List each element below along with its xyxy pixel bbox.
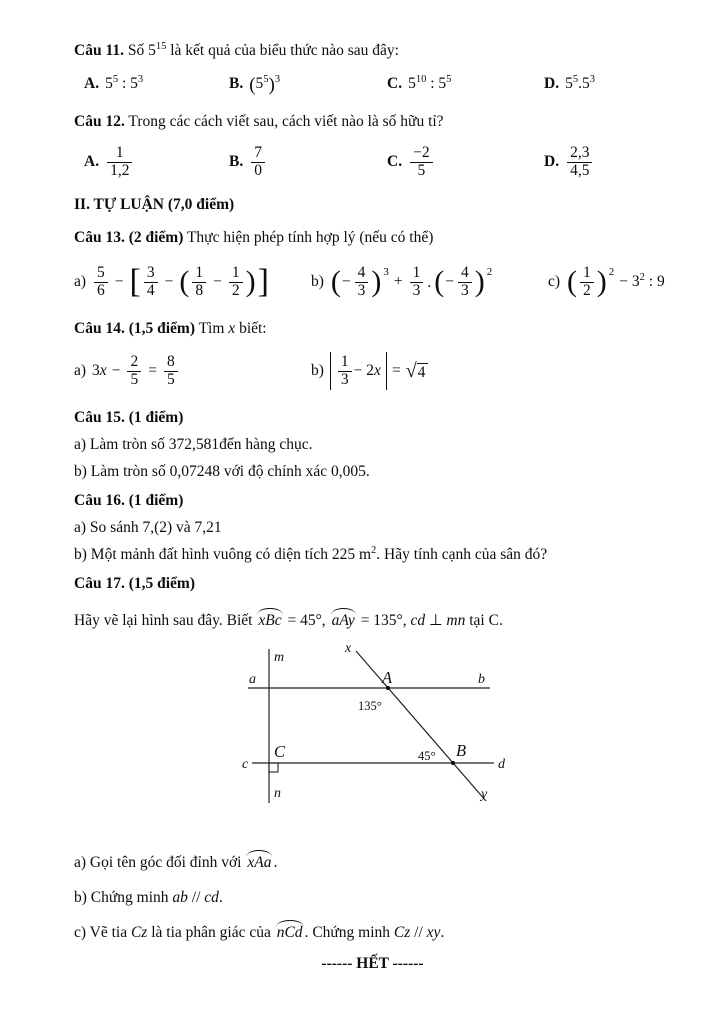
text-fragment: b) Một mảnh đất hình vuông có diện tích 225 m bbox=[74, 546, 372, 563]
fraction bbox=[338, 354, 352, 388]
text-fragment: .5 bbox=[578, 75, 590, 92]
paren: ( bbox=[330, 264, 341, 298]
fraction bbox=[567, 145, 592, 179]
denominator: 5 bbox=[410, 162, 433, 180]
q12-option-a bbox=[84, 145, 229, 179]
fraction bbox=[251, 145, 265, 179]
q17-sub-c bbox=[74, 918, 671, 947]
operator: − bbox=[213, 273, 222, 290]
fraction bbox=[127, 354, 141, 388]
exponent: 3 bbox=[589, 73, 595, 85]
option-math bbox=[249, 73, 281, 96]
q12-label: Câu 12. bbox=[74, 113, 125, 130]
text-fragment: Trong các cách viết sau, cách viết nào là số hữu tỉ? bbox=[124, 113, 444, 130]
ray-Cz: Cz bbox=[130, 924, 148, 941]
exponent: 15 bbox=[155, 40, 167, 52]
operator: − bbox=[114, 273, 124, 290]
line-mn: mn bbox=[446, 612, 466, 629]
math-tail bbox=[619, 273, 664, 291]
angle-aAy: aAy bbox=[331, 612, 355, 629]
item-label: c) bbox=[548, 273, 561, 290]
fraction bbox=[580, 265, 594, 299]
q11-options bbox=[74, 71, 671, 97]
exponent: 3 bbox=[274, 73, 281, 85]
q13-item-b bbox=[311, 258, 548, 306]
fraction bbox=[144, 265, 158, 299]
q13-item-a bbox=[74, 258, 311, 306]
exponent: 5 bbox=[263, 73, 269, 85]
geometry-figure bbox=[242, 641, 554, 821]
numerator: 7 bbox=[254, 143, 262, 161]
term bbox=[92, 362, 107, 380]
denominator: 4 bbox=[144, 282, 158, 300]
text-fragment: tại C. bbox=[465, 612, 503, 629]
figure-lines bbox=[248, 649, 494, 803]
text-fragment: Tìm bbox=[194, 320, 229, 337]
variable-x: x bbox=[228, 320, 236, 337]
text-fragment: c) Vẽ tia bbox=[74, 924, 131, 941]
multiply-dot: . bbox=[427, 274, 432, 292]
text-fragment: b) Chứng minh bbox=[74, 889, 173, 906]
q15-item-a: a) Làm tròn số 372,581đến hàng chục. bbox=[74, 436, 313, 453]
angle-45-label: 45° bbox=[418, 749, 436, 763]
label-C: C bbox=[274, 742, 286, 761]
q12-options bbox=[74, 140, 671, 184]
line-cd: cd bbox=[410, 612, 426, 629]
paren: ( bbox=[179, 264, 190, 298]
text-fragment: 5 bbox=[105, 75, 113, 92]
q13-expressions bbox=[74, 258, 671, 306]
paren: ( bbox=[249, 74, 256, 96]
q16-item-b bbox=[74, 542, 671, 567]
numerator: 4 bbox=[461, 263, 469, 281]
bracket: [ bbox=[129, 262, 141, 300]
item-label: a) bbox=[74, 273, 87, 290]
numerator: 1 bbox=[412, 263, 421, 281]
math-expression bbox=[92, 354, 180, 388]
fraction bbox=[164, 354, 178, 388]
parallel-symbol: // bbox=[410, 924, 427, 941]
exponent: 10 bbox=[415, 73, 427, 85]
numerator: 4 bbox=[357, 263, 366, 281]
option-label: C. bbox=[387, 75, 403, 92]
text-fragment: . bbox=[440, 924, 445, 941]
paren: ) bbox=[245, 264, 256, 298]
fraction bbox=[94, 265, 108, 299]
text-fragment: Số 5 bbox=[123, 42, 156, 59]
exponent: 3 bbox=[137, 73, 144, 85]
numerator: 3 bbox=[146, 263, 155, 281]
operator: − bbox=[111, 362, 121, 379]
term bbox=[354, 362, 381, 380]
angle-xBc: xBc bbox=[258, 612, 282, 629]
text-fragment: − 2 bbox=[353, 362, 375, 379]
numerator: 1 bbox=[115, 143, 124, 161]
label-a: a bbox=[249, 672, 256, 687]
point-B-dot bbox=[451, 761, 455, 765]
text-fragment: là tia phân giác của bbox=[147, 924, 275, 941]
q13-item-c bbox=[548, 258, 671, 306]
end-marker: ------ HẾT ------ bbox=[321, 955, 424, 972]
math-expression bbox=[92, 262, 270, 300]
exponent: 2 bbox=[486, 265, 493, 278]
option-label: D. bbox=[544, 153, 560, 170]
denominator: 8 bbox=[192, 282, 206, 300]
label-x: x bbox=[345, 641, 352, 656]
denominator: 5 bbox=[127, 371, 141, 389]
operator: − bbox=[164, 273, 174, 290]
paren: ( bbox=[434, 264, 445, 298]
label-d: d bbox=[498, 757, 505, 772]
text-fragment: Thực hiện phép tính hợp lý (nếu có thể) bbox=[183, 229, 434, 246]
numerator: 1 bbox=[583, 263, 591, 281]
text-fragment: : 9 bbox=[644, 273, 665, 290]
q11-option-b bbox=[229, 73, 387, 96]
numerator: 2 bbox=[130, 352, 139, 370]
math-expression bbox=[330, 352, 429, 390]
label-n: n bbox=[274, 786, 281, 801]
q12-option-d bbox=[544, 145, 671, 179]
text-fragment: Hãy vẽ lại hình sau đây. Biết bbox=[74, 612, 257, 629]
fraction bbox=[410, 145, 433, 179]
option-math bbox=[408, 75, 451, 93]
parallel-symbol: // bbox=[187, 889, 205, 906]
variable-x: x bbox=[374, 362, 381, 379]
figure-container bbox=[242, 641, 554, 826]
numerator: 2,3 bbox=[570, 143, 590, 161]
text-fragment: . Hãy tính cạnh của sân đó? bbox=[376, 546, 548, 563]
text-fragment: . Chứng minh bbox=[304, 924, 394, 941]
exponent: 2 bbox=[608, 265, 615, 278]
item-label: b) bbox=[311, 362, 324, 379]
denominator: 3 bbox=[355, 282, 369, 300]
text-fragment: = 135°, bbox=[356, 612, 411, 629]
option-math bbox=[105, 75, 143, 93]
option-label: B. bbox=[229, 75, 244, 92]
label-A: A bbox=[382, 668, 393, 687]
numerator: 5 bbox=[97, 263, 105, 281]
paren: ) bbox=[596, 264, 607, 298]
exponent: 5 bbox=[446, 73, 452, 85]
denominator: 3 bbox=[338, 371, 352, 389]
q16-item-a: a) So sánh 7,(2) và 7,21 bbox=[74, 519, 222, 536]
q11-option-d bbox=[544, 75, 671, 93]
minus-sign: − bbox=[341, 273, 351, 290]
text-fragment: : 5 bbox=[426, 75, 447, 92]
ray-Cz: Cz bbox=[393, 924, 411, 941]
angle-135-label: 135° bbox=[358, 699, 382, 713]
text-fragment: − 3 bbox=[619, 273, 640, 290]
text-fragment: 5 bbox=[565, 75, 573, 92]
q11-question bbox=[74, 38, 671, 63]
text-fragment: a) Gọi tên góc đối đỉnh với bbox=[74, 854, 246, 871]
exponent: 2 bbox=[639, 271, 645, 283]
option-label: C. bbox=[387, 153, 403, 170]
text-fragment: biết: bbox=[235, 320, 267, 337]
denominator: 5 bbox=[164, 371, 178, 389]
angle-xAa: xAa bbox=[247, 854, 272, 871]
q12-question bbox=[74, 109, 671, 134]
angle-nCd: nCd bbox=[276, 924, 303, 941]
text-fragment: . bbox=[273, 854, 278, 871]
square-root bbox=[406, 360, 429, 383]
q12-option-c bbox=[387, 145, 544, 179]
variable-x: x bbox=[99, 362, 107, 379]
option-math bbox=[565, 75, 595, 93]
math-expression bbox=[566, 265, 670, 299]
q13-label: Câu 13. (2 điểm) bbox=[74, 229, 184, 246]
radicand: 4 bbox=[417, 363, 429, 381]
q17-label: Câu 17. (1,5 điểm) bbox=[74, 575, 195, 592]
math-expression bbox=[330, 265, 492, 299]
q14-expressions bbox=[74, 349, 671, 393]
exponent: 5 bbox=[572, 73, 579, 85]
denominator: 1,2 bbox=[107, 162, 132, 180]
q13-header bbox=[74, 225, 671, 250]
q17-sub-b bbox=[74, 883, 671, 912]
numerator: 1 bbox=[195, 263, 204, 281]
denominator: 2 bbox=[229, 282, 243, 300]
label-b: b bbox=[478, 672, 485, 687]
fraction bbox=[458, 265, 472, 299]
minus-sign: − bbox=[445, 273, 455, 290]
exponent: 2 bbox=[371, 544, 377, 556]
text-fragment: là kết quả của biểu thức nào sau đây: bbox=[166, 42, 399, 59]
numerator: 1 bbox=[340, 352, 349, 370]
denominator: 2 bbox=[580, 282, 594, 300]
q14-item-b bbox=[311, 349, 671, 393]
exponent: 5 bbox=[112, 73, 119, 85]
absolute-value bbox=[330, 352, 387, 390]
paren: ) bbox=[268, 74, 275, 96]
radical-sign: √ bbox=[405, 359, 417, 382]
paren: ) bbox=[474, 264, 485, 298]
option-label: B. bbox=[229, 153, 244, 170]
denominator: 0 bbox=[251, 162, 265, 180]
operator: + bbox=[393, 273, 403, 290]
exponent: 3 bbox=[383, 265, 389, 278]
numerator: −2 bbox=[413, 143, 430, 161]
q11-option-a bbox=[84, 75, 229, 93]
line-ab: ab bbox=[172, 889, 188, 906]
q16-label: Câu 16. (1 điểm) bbox=[74, 492, 184, 509]
text-fragment: : 5 bbox=[118, 75, 138, 92]
fraction bbox=[192, 265, 206, 299]
item-label: b) bbox=[311, 273, 324, 290]
q14-item-a bbox=[74, 349, 311, 393]
item-label: a) bbox=[74, 362, 87, 379]
operator: = bbox=[391, 362, 401, 379]
option-label: D. bbox=[544, 75, 560, 92]
denominator: 3 bbox=[458, 282, 472, 300]
q17-intro bbox=[74, 606, 671, 635]
text-fragment: 5 bbox=[255, 75, 264, 92]
paren: ( bbox=[567, 264, 578, 298]
fraction bbox=[107, 145, 132, 179]
label-B: B bbox=[456, 741, 467, 760]
option-label: A. bbox=[84, 153, 100, 170]
denominator: 3 bbox=[410, 282, 424, 300]
fraction bbox=[355, 265, 369, 299]
numerator: 8 bbox=[166, 352, 175, 370]
right-angle-mark bbox=[269, 763, 278, 772]
option-label: A. bbox=[84, 75, 100, 92]
paren: ) bbox=[371, 264, 382, 298]
denominator: 6 bbox=[94, 282, 108, 300]
label-c: c bbox=[242, 757, 249, 772]
text-fragment: 5 bbox=[408, 75, 416, 92]
label-y: y bbox=[481, 787, 488, 802]
q12-option-b bbox=[229, 145, 387, 179]
denominator: 4,5 bbox=[567, 162, 592, 180]
line-xy: xy bbox=[426, 924, 441, 941]
label-m: m bbox=[274, 650, 285, 665]
numerator: 1 bbox=[231, 263, 240, 281]
text-fragment: = 45°, bbox=[283, 612, 330, 629]
q14-label: Câu 14. (1,5 điểm) bbox=[74, 320, 195, 337]
bracket: ] bbox=[257, 262, 269, 300]
q14-header bbox=[74, 316, 671, 341]
q15-item-b: b) Làm tròn số 0,07248 với độ chính xác 0,005. bbox=[74, 463, 370, 480]
fraction bbox=[229, 265, 243, 299]
q11-option-c bbox=[387, 75, 544, 93]
q15-label: Câu 15. (1 điểm) bbox=[74, 409, 184, 426]
line-xy bbox=[356, 651, 486, 801]
perpendicular-symbol: ⊥ bbox=[425, 612, 447, 629]
operator: = bbox=[148, 362, 157, 379]
fraction bbox=[410, 265, 424, 299]
text-fragment: 3 bbox=[92, 362, 100, 379]
q11-label: Câu 11. bbox=[74, 42, 124, 59]
line-cd: cd bbox=[204, 889, 219, 906]
q17-sub-a bbox=[74, 848, 671, 877]
text-fragment: . bbox=[218, 889, 223, 906]
section-title: II. TỰ LUẬN (7,0 điểm) bbox=[74, 196, 235, 213]
